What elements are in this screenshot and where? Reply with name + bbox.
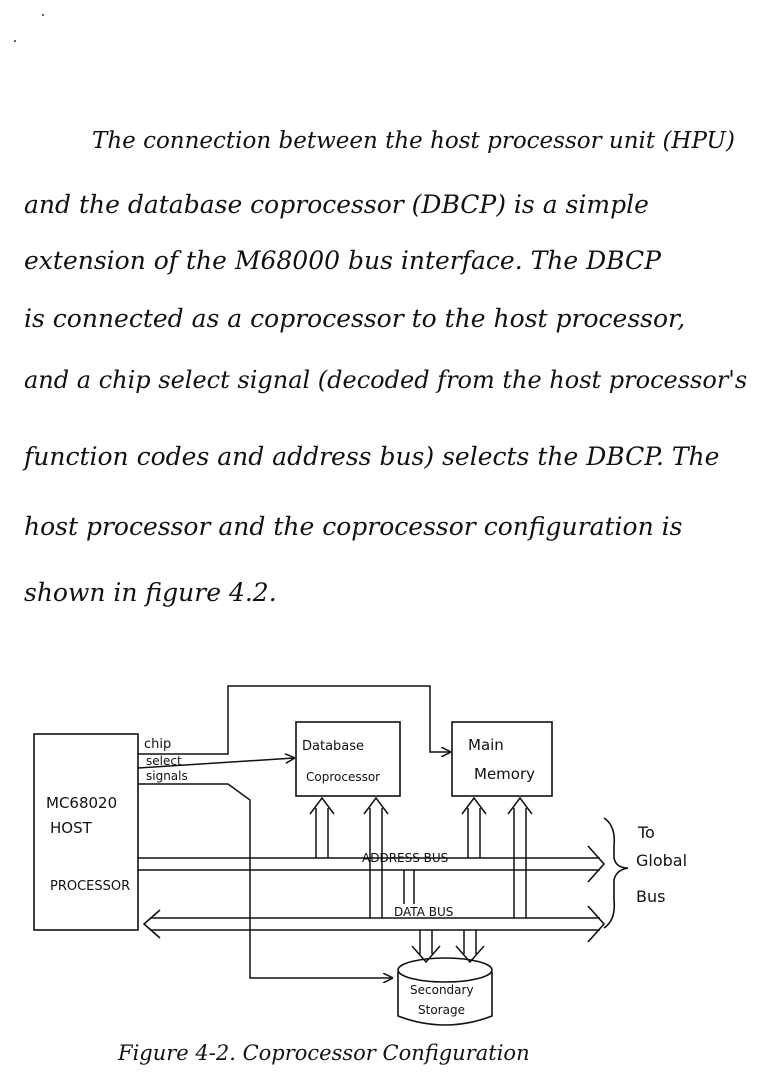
data-bus-right-arrowhead <box>588 906 604 942</box>
storage-data-down-arrow <box>412 930 440 962</box>
paragraph-line: The connection between the host processor unit (HPU) <box>92 128 735 154</box>
chip-select-label: chip <box>144 737 172 752</box>
storage-cylinder-body <box>398 972 492 1025</box>
host-label: MC68020 <box>46 794 118 812</box>
chip-select-label: signals <box>146 769 188 783</box>
storage-data-down-arrow <box>456 930 484 962</box>
global-bus-label: To <box>638 823 655 842</box>
address-bus-label: ADDRESS BUS <box>362 851 449 865</box>
address-bus-arrowhead <box>588 846 604 882</box>
memory-address-up-arrow <box>462 798 486 858</box>
paragraph-line: extension of the M68000 bus interface. The DBCP <box>24 246 661 275</box>
global-bus-label: Global <box>636 851 688 870</box>
figure-caption: Figure 4-2. Coprocessor Configuration <box>118 1041 530 1065</box>
chip-select-to-memory-line <box>138 686 450 754</box>
dbcp-label: Coprocessor <box>306 770 381 784</box>
global-bus-label: Bus <box>636 887 666 906</box>
storage-label: Secondary <box>410 983 474 997</box>
memory-label: Main <box>468 736 504 754</box>
paragraph-line: is connected as a coprocessor to the host processor, <box>24 304 686 333</box>
chip-select-labels <box>144 737 188 783</box>
host-processor-block <box>34 734 138 930</box>
paragraph-line: function codes and address bus) selects the DBCP. The <box>24 442 720 471</box>
data-bus-label: DATA BUS <box>394 905 454 919</box>
data-bus-left-arrowhead <box>144 910 160 938</box>
data-bus <box>144 906 604 942</box>
database-coprocessor-block <box>296 722 400 796</box>
paragraph-line: and the database coprocessor (DBCP) is a simple <box>24 190 649 219</box>
host-label: PROCESSOR <box>50 879 131 894</box>
memory-label: Memory <box>474 765 536 783</box>
dbcp-address-up-arrow <box>310 798 334 858</box>
main-memory-box <box>452 722 552 796</box>
chip-select-to-storage-line <box>138 784 392 978</box>
global-bus-brace <box>604 818 628 928</box>
chip-select-lines <box>138 686 450 978</box>
storage-label: Storage <box>418 1003 465 1017</box>
dbcp-label: Database <box>302 739 365 754</box>
chip-select-label: select <box>146 754 182 768</box>
paragraph-line: host processor and the coprocessor configuration is <box>24 512 683 541</box>
paragraph-line: shown in figure 4.2. <box>24 578 277 607</box>
storage-address-line <box>404 870 414 904</box>
main-memory-block <box>452 722 552 796</box>
storage-cylinder-top <box>398 958 492 982</box>
host-label: HOST <box>50 819 92 837</box>
database-coprocessor-box <box>296 722 400 796</box>
paragraph-line: and a chip select signal (decoded from the host processor's <box>24 366 748 394</box>
